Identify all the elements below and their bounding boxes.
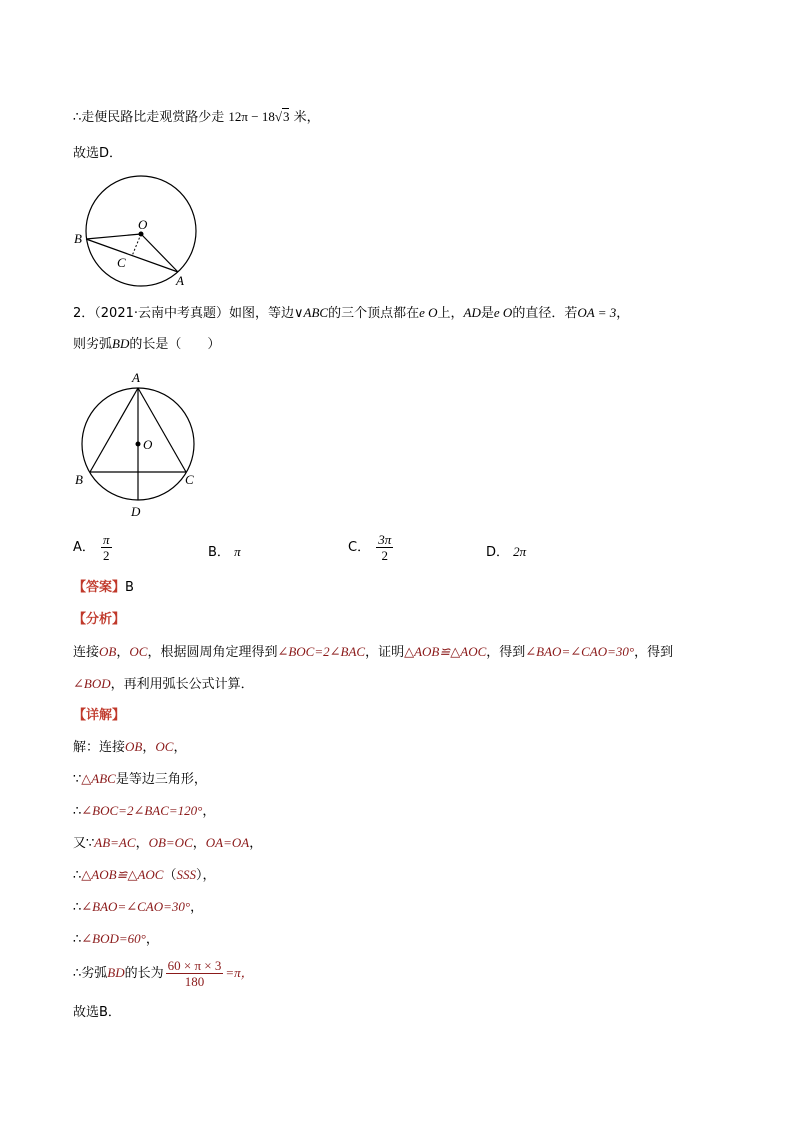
option-a-fraction: $\frac{\pi}{2}$: [103, 532, 110, 563]
question-line-2: 则劣弧BD的长是（ ）: [73, 336, 221, 352]
answer-line: [73, 579, 134, 597]
center-point-o: [136, 442, 141, 447]
detail-step-6: ∴∠BAO=∠CAO=30°，: [73, 899, 204, 915]
analysis-line-2: ∠BOD，再利用弧长公式计算．: [73, 676, 254, 692]
label-a: A: [176, 273, 184, 288]
side-ac: [138, 388, 186, 472]
question-line-1: 2．（2021·云南中考真题）如图，等边∨ABC的三个顶点都在e O上，AD是e O的直径．若OA = 3，: [73, 305, 630, 321]
detail-tag: 【详解】: [73, 708, 126, 723]
detail-step-4: 又∵AB=AC，OB=OC，OA=OA，: [73, 835, 263, 851]
answer-tag: 【答案】: [73, 580, 126, 595]
label-o: O: [138, 217, 148, 232]
label-c: C: [117, 255, 126, 270]
prev-conclusion: ∴走便民路比走观赏路少走 12π − 18√3 米，: [73, 109, 320, 125]
side-ab: [90, 388, 138, 472]
label-a: A: [132, 370, 140, 385]
label-b: B: [75, 472, 83, 487]
label-b: B: [74, 231, 82, 246]
label-o: O: [143, 437, 153, 452]
prev-choice: 故选D．: [73, 146, 123, 161]
arc-length-fraction: $\frac{60 \times \pi \times 3}{180}$: [167, 958, 222, 989]
figure-2-circle-triangle-diagram: [66, 366, 210, 522]
detail-step-1: 解：连接OB，OC，: [73, 739, 187, 755]
segment-bo: [86, 234, 141, 239]
label-c: C: [185, 472, 194, 487]
analysis-line-1: 连接OB，OC，根据圆周角定理得到∠BOC=2∠BAC，证明△AOB≌△AOC，得到∠BAO=∠CAO=30°，得到: [73, 644, 674, 660]
analysis-tag: 【分析】: [73, 612, 126, 627]
detail-step-2: ∵△ABC是等边三角形，: [73, 771, 207, 787]
segment-oa: [141, 234, 178, 272]
option-c[interactable]: C． $\frac{3\pi}{2}$: [348, 532, 392, 563]
option-d[interactable]: D． 2π: [486, 544, 527, 560]
detail-step-8: ∴劣弧BD的长为 $\frac{60 \times \pi \times 3}{180}$ =π，: [73, 958, 254, 989]
option-c-fraction: $\frac{3\pi}{2}$: [378, 532, 392, 563]
segment-oc-dashed: [132, 234, 141, 256]
conclusion-expression: 12π − 18√3: [228, 109, 290, 124]
detail-final-choice: 故选B．: [73, 1005, 121, 1020]
figure-1-circle-diagram: [70, 172, 210, 296]
detail-step-3: ∴∠BOC=2∠BAC=120°，: [73, 803, 216, 819]
label-d: D: [131, 504, 141, 519]
center-point-o: [139, 232, 144, 237]
detail-step-7: ∴∠BOD=60°，: [73, 931, 159, 947]
option-b[interactable]: B． π: [208, 544, 241, 560]
answer-value: B: [125, 580, 134, 595]
detail-step-5: ∴△AOB≌△AOC（SSS），: [73, 867, 216, 883]
option-a[interactable]: A． $\frac{\pi}{2}$: [73, 532, 110, 563]
